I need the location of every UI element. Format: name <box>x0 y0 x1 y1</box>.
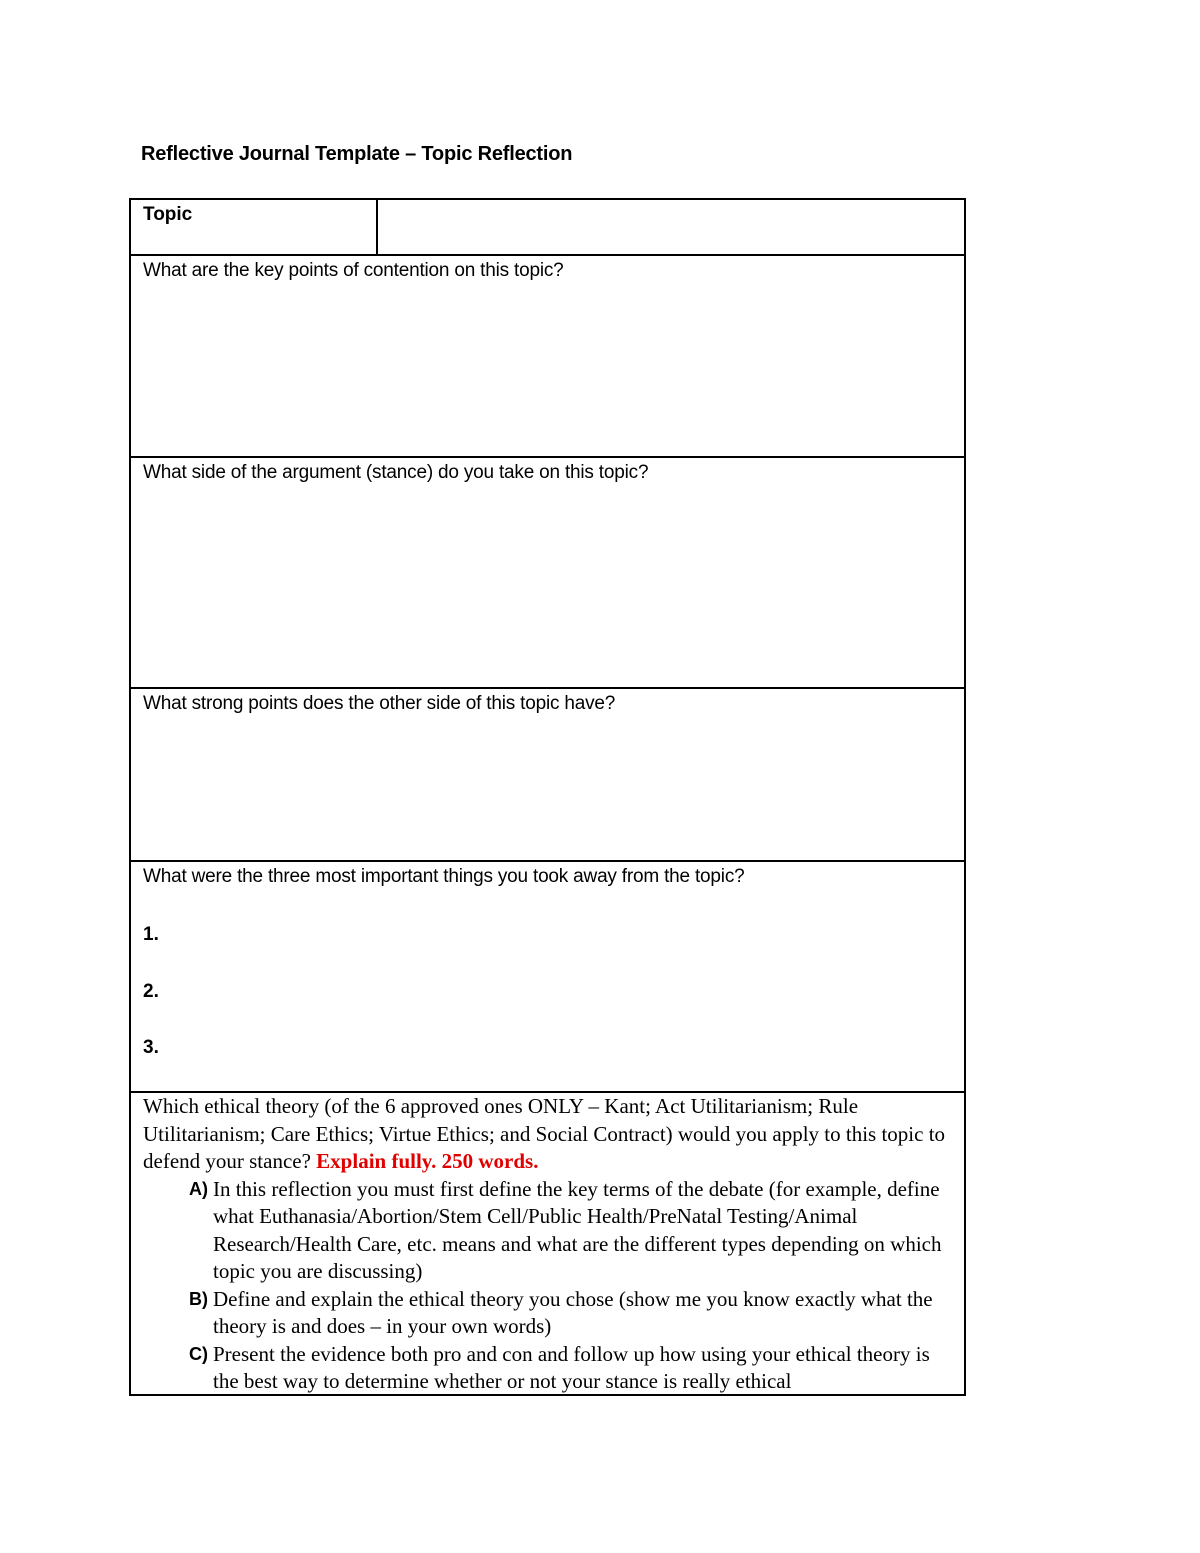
ethical-theory-intro: Which ethical theory (of the 6 approved ones ONLY – Kant; Act Utilitarianism; Rule Utilitarianism; Care Ethics; Virtue Ethics; and Social Contract) would you apply to this topic to defend your stance? <box>143 1094 946 1173</box>
item-text: Define and explain the ethical theory you chose (show me you know exactly what the theory is and does – in your own words) <box>213 1286 933 1338</box>
requirement-item-b <box>143 1286 953 1341</box>
question-cell-other-side[interactable] <box>129 687 966 862</box>
item-marker: A) <box>189 1178 208 1199</box>
topic-row <box>129 198 966 256</box>
question-other-side: What strong points does the other side of this topic have? <box>143 693 616 714</box>
question-cell-stance[interactable] <box>129 456 966 689</box>
topic-value-cell[interactable] <box>381 200 964 254</box>
requirement-item-c <box>143 1341 953 1396</box>
question-contention: What are the key points of contention on this topic? <box>143 260 564 281</box>
topic-label: Topic <box>143 204 193 225</box>
item-text: Present the evidence both pro and con and follow up how using your ethical theory is the best way to determine whether or not your stance is really ethical <box>213 1341 930 1393</box>
item-text: In this reflection you must first define the key terms of the debate (for example, define what Euthanasia/Abortion/Stem Cell/Public Health/PreNatal Testing/Animal Research/Health Care, etc. means and what are the different types depending on which topic you are discussing) <box>213 1176 942 1283</box>
page-title: Reflective Journal Template – Topic Reflection <box>141 143 573 165</box>
takeaway-number-3: 3. <box>143 1037 159 1058</box>
requirement-item-a <box>143 1176 953 1286</box>
column-divider <box>376 200 378 254</box>
word-count-requirement: Explain fully. 250 words. <box>316 1149 539 1173</box>
takeaway-number-1: 1. <box>143 924 159 945</box>
question-cell-takeaways[interactable] <box>129 860 966 1093</box>
item-marker: C) <box>189 1343 208 1364</box>
question-stance: What side of the argument (stance) do you take on this topic? <box>143 462 649 483</box>
question-cell-ethical-theory[interactable] <box>129 1091 966 1396</box>
ethical-theory-prompt <box>143 1093 953 1396</box>
item-marker: B) <box>189 1288 208 1309</box>
takeaway-number-2: 2. <box>143 981 159 1002</box>
question-cell-contention[interactable] <box>129 254 966 458</box>
question-takeaways: What were the three most important things you took away from the topic? <box>143 866 745 887</box>
